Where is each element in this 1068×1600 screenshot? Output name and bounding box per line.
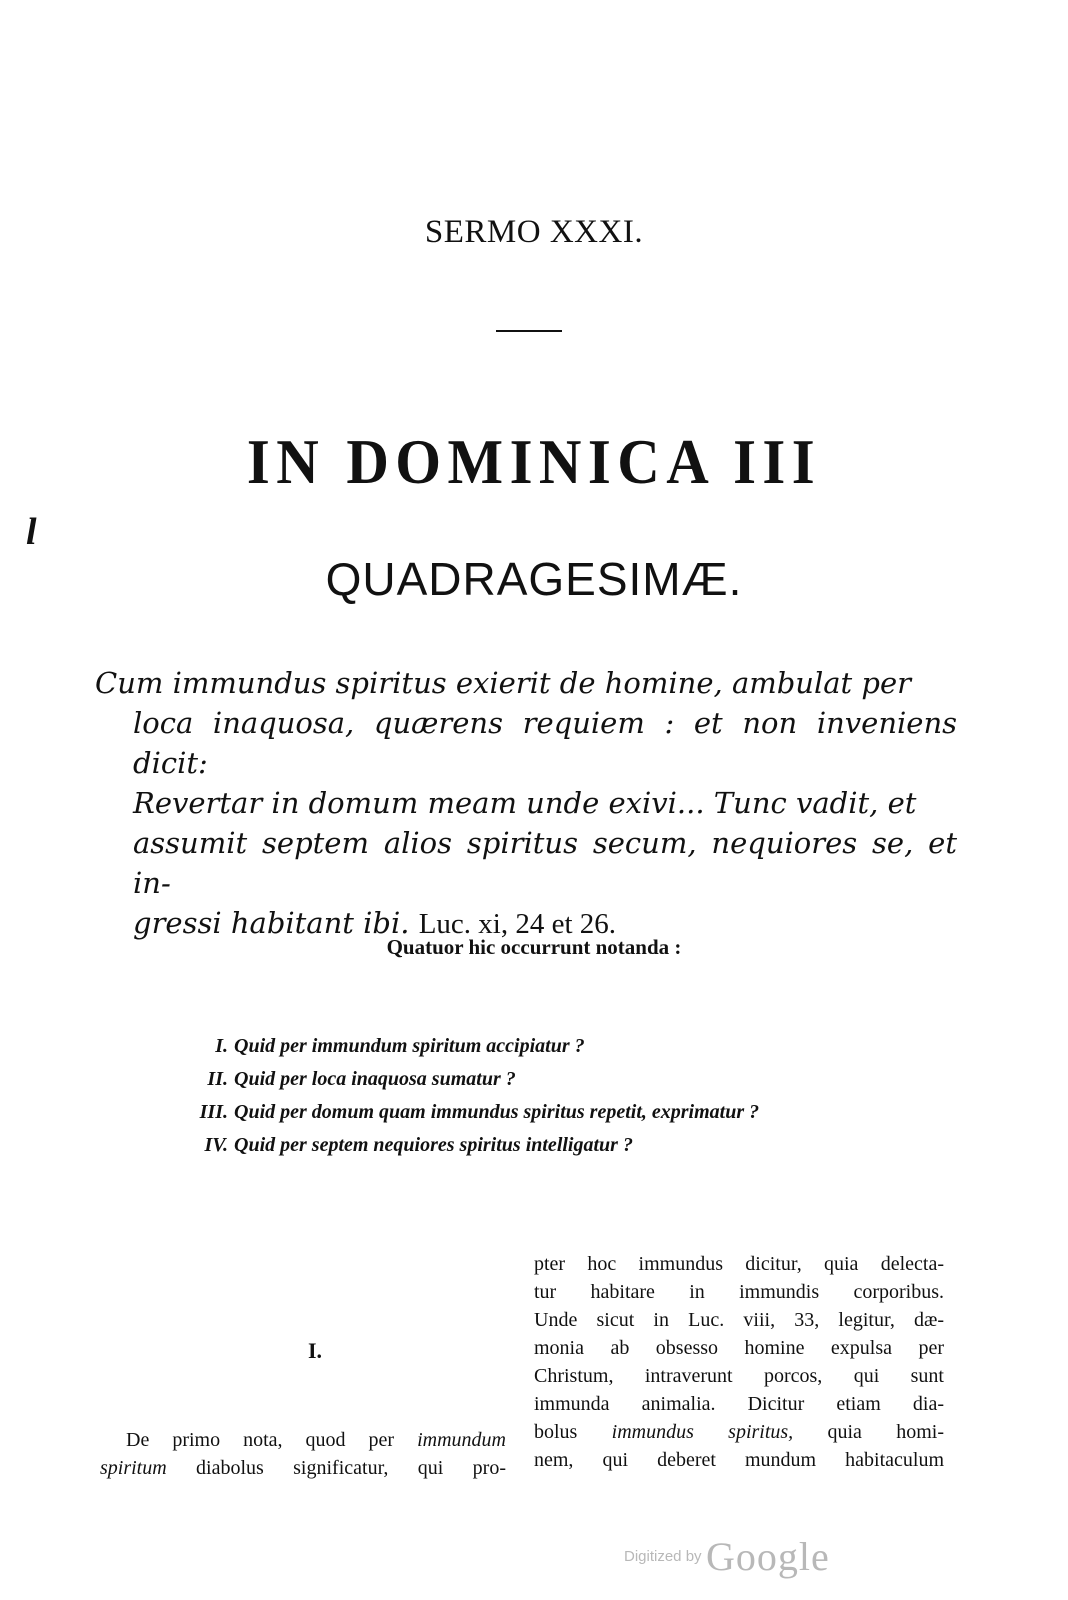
question-text: Quid per septem nequiores spiritus intelligatur ? — [234, 1134, 633, 1156]
body-line: tur habitare in immundis corporibus. — [534, 1281, 944, 1303]
section-heading: I. — [307, 1338, 323, 1363]
question-text: Quid per loca inaquosa sumatur ? — [234, 1068, 516, 1090]
question-text: Quid per domum quam immundus spiritus repetit, exprimatur ? — [234, 1101, 760, 1123]
scripture-reference: Luc. xi, 24 et 26. — [418, 908, 617, 940]
sermon-number: SERMO XXXI. — [424, 214, 644, 250]
body-line: immunda animalia. Dicitur etiam dia- — [534, 1393, 944, 1415]
watermark-label: Digitized by — [624, 1548, 702, 1565]
body-line — [100, 1426, 506, 1454]
page-title: IN DOMINICA III — [246, 426, 822, 497]
epigraph-line: Cum immundus spiritus exierit de homine, ambulat per — [95, 666, 911, 700]
body-line: nem, qui deberet mundum habitaculum — [534, 1449, 944, 1471]
body-text: bolus — [534, 1421, 578, 1443]
margin-annotation: l — [26, 511, 37, 553]
epigraph-text: gressi habitant ibi. — [133, 906, 410, 940]
question-number: III. — [199, 1101, 228, 1123]
digitization-watermark — [624, 1533, 830, 1580]
question-item — [176, 1129, 916, 1162]
left-column — [100, 1426, 506, 1482]
body-italic: spiritum — [100, 1457, 167, 1479]
body-line: Unde sicut in Luc. viii, 33, legitur, dæ- — [534, 1309, 944, 1331]
body-line: Christum, intraverunt porcos, qui sunt — [534, 1365, 944, 1387]
question-number: IV. — [204, 1134, 228, 1156]
body-italic: immundum — [417, 1429, 506, 1451]
notanda-intro: Quatuor hic occurrunt notanda : — [386, 935, 682, 959]
question-item — [176, 1096, 916, 1129]
question-text: Quid per immundum spiritum accipiatur ? — [234, 1035, 585, 1057]
body-text: De primo nota, quod per — [126, 1429, 395, 1451]
body-text: quia homi- — [827, 1421, 944, 1443]
body-line — [100, 1454, 506, 1482]
epigraph-line: assumit septem alios spiritus secum, nequiores se, et in- — [133, 826, 957, 900]
body-line: pter hoc immundus dicitur, quia delecta- — [534, 1253, 944, 1275]
right-column — [534, 1250, 944, 1474]
google-logo: Google — [706, 1534, 830, 1579]
body-text: diabolus significatur, qui pro- — [196, 1457, 506, 1479]
question-item — [176, 1063, 916, 1096]
question-number: II. — [207, 1068, 228, 1090]
body-italic: immundus spiritus, — [611, 1421, 794, 1443]
epigraph-line: Revertar in domum meam unde exivi... Tunc vadit, et — [133, 786, 917, 820]
question-number: I. — [215, 1035, 228, 1057]
page-subtitle: QUADRAGESIMÆ. — [325, 553, 743, 605]
epigraph-line: loca inaquosa, quærens requiem : et non inveniens dicit: — [133, 706, 957, 780]
question-list — [176, 1030, 916, 1162]
body-line — [534, 1418, 944, 1446]
scripture-epigraph — [95, 663, 957, 944]
question-item — [176, 1030, 916, 1063]
body-line: monia ab obsesso homine expulsa per — [534, 1337, 944, 1359]
title-divider — [496, 330, 562, 332]
